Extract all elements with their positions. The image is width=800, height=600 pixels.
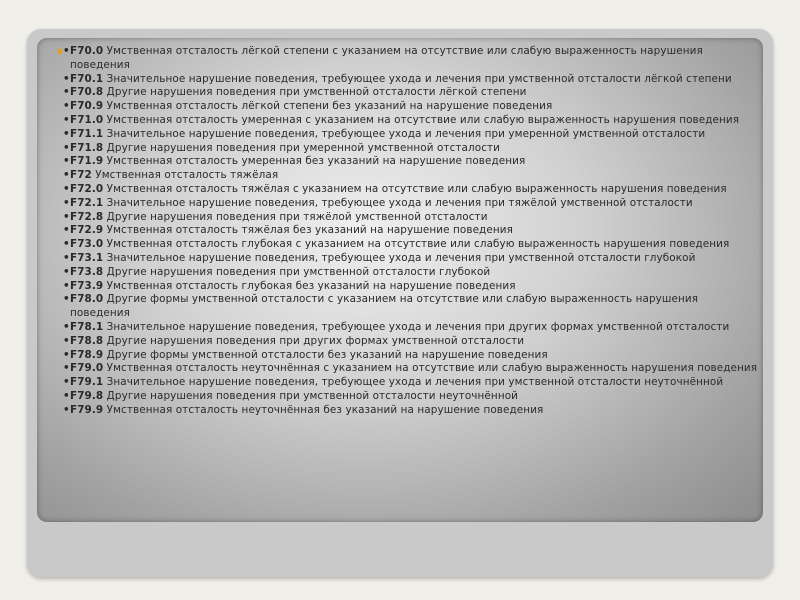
icd-description: Умственная отсталость глубокая без указаний на нарушение поведения <box>103 279 516 292</box>
icd-code: F78.0 <box>70 293 104 306</box>
bullet-icon: • <box>63 127 70 140</box>
icd-description: Другие нарушения поведения при умственной отсталости лёгкой степени <box>103 86 527 99</box>
list-item <box>63 320 760 335</box>
bullet-icon: • <box>63 403 70 416</box>
icd-description: Значительное нарушение поведения, требующее ухода и лечения при других формах умственной отсталости <box>103 320 730 333</box>
bullet-icon: • <box>63 334 70 347</box>
icd-code-list <box>56 45 760 418</box>
list-item <box>63 113 760 128</box>
list-item <box>63 210 760 225</box>
icd-code: F71.9 <box>70 155 104 168</box>
icd-code: F71.1 <box>70 127 104 140</box>
icd-code: F70.0 <box>70 45 104 57</box>
icd-description: Умственная отсталость умеренная без указаний на нарушение поведения <box>103 155 526 168</box>
bullet-icon: • <box>63 45 70 57</box>
list-item <box>63 403 760 418</box>
icd-code: F73.1 <box>70 251 104 264</box>
bullet-icon: • <box>63 210 70 223</box>
icd-code: F73.8 <box>70 265 104 278</box>
list-item <box>63 389 760 404</box>
bullet-icon: • <box>63 72 70 85</box>
icd-code: F72.0 <box>70 182 104 195</box>
list-item <box>63 100 760 114</box>
icd-code: F70.8 <box>70 86 104 99</box>
icd-description: Умственная отсталость лёгкой степени без указаний на нарушение поведения <box>103 100 553 113</box>
icd-code: F72.1 <box>70 196 104 209</box>
bullet-icon: • <box>63 348 70 361</box>
icd-code: F78.9 <box>70 348 104 361</box>
list-item <box>63 86 760 100</box>
icd-description: Умственная отсталость тяжёлая с указанием на отсутствие или слабую выраженность нарушения поведения <box>103 182 727 195</box>
list-item <box>63 362 760 376</box>
bullet-icon: • <box>63 265 70 278</box>
icd-code: F79.0 <box>70 362 104 375</box>
icd-description: Умственная отсталость глубокая с указанием на отсутствие или слабую выраженность нарушения поведения <box>103 238 730 251</box>
bullet-icon: • <box>63 389 70 402</box>
bullet-icon: • <box>63 86 70 99</box>
bullet-icon: • <box>63 279 70 292</box>
icd-code: F72.9 <box>70 224 104 237</box>
icd-description: Умственная отсталость тяжёлая <box>91 169 279 182</box>
bullet-icon: • <box>63 113 70 126</box>
icd-code: F79.8 <box>70 389 104 402</box>
icd-code: F70.1 <box>70 72 104 85</box>
icd-description: Другие нарушения поведения при других формах умственной отсталости <box>103 334 525 347</box>
icd-code: F79.1 <box>70 376 104 389</box>
icd-code: F71.0 <box>70 113 104 126</box>
list-item <box>63 348 760 363</box>
bullet-icon: • <box>63 224 70 237</box>
bullet-icon: • <box>63 251 70 264</box>
icd-code: F79.9 <box>70 403 104 416</box>
list-item <box>63 376 760 390</box>
icd-description: Другие нарушения поведения при тяжёлой умственной отсталости <box>103 210 488 223</box>
list-item <box>63 293 760 321</box>
list-item <box>63 238 760 252</box>
icd-code: F72 <box>70 169 92 182</box>
bullet-icon: • <box>63 141 70 154</box>
icd-description: Умственная отсталость тяжёлая без указаний на нарушение поведения <box>103 224 513 237</box>
bullet-icon: • <box>63 320 70 333</box>
list-item <box>63 251 760 266</box>
icd-code: F78.8 <box>70 334 104 347</box>
list-item <box>63 196 760 211</box>
bullet-icon: • <box>63 196 70 209</box>
list-item <box>63 182 760 197</box>
icd-description: Значительное нарушение поведения, требующее ухода и лечения при тяжёлой умственной отсталости <box>103 196 693 209</box>
bullet-icon: • <box>63 182 70 195</box>
icd-description: Значительное нарушение поведения, требующее ухода и лечения при умственной отсталости глубокой <box>103 251 696 264</box>
icd-description: Умственная отсталость неуточнённая без указаний на нарушение поведения <box>103 403 544 416</box>
icd-description: Другие нарушения поведения при умственной отсталости глубокой <box>103 265 491 278</box>
icd-description: Умственная отсталость умеренная с указанием на отсутствие или слабую выраженность нарушения поведения <box>103 113 740 126</box>
bullet-icon: • <box>63 376 70 389</box>
icd-code: F70.9 <box>70 100 104 113</box>
icd-description: Умственная отсталость неуточнённая с указанием на отсутствие или слабую выраженность нарушения поведения <box>103 362 758 375</box>
list-item <box>63 155 760 169</box>
bullet-icon: • <box>63 293 70 306</box>
list-item <box>63 127 760 142</box>
icd-description: Другие нарушения поведения при умственной отсталости неуточнённой <box>103 389 519 402</box>
list-item <box>63 72 760 87</box>
list-item <box>63 265 760 280</box>
icd-code: F73.9 <box>70 279 104 292</box>
bullet-icon: • <box>63 238 70 251</box>
icd-description: Умственная отсталость лёгкой степени с указанием на отсутствие или слабую выраженность нарушения поведения <box>70 45 703 71</box>
bullet-icon: • <box>63 169 70 182</box>
list-item <box>63 169 760 183</box>
icd-code: F71.8 <box>70 141 104 154</box>
list-item <box>56 45 760 73</box>
list-item <box>63 334 760 349</box>
bullet-marker-icon: ▪ <box>56 45 64 57</box>
list-item <box>63 224 760 238</box>
icd-code: F72.8 <box>70 210 104 223</box>
list-item <box>63 141 760 156</box>
icd-description: Другие формы умственной отсталости без указаний на нарушение поведения <box>103 348 548 361</box>
icd-code: F73.0 <box>70 238 104 251</box>
icd-description: Значительное нарушение поведения, требующее ухода и лечения при умеренной умственной отсталости <box>103 127 706 140</box>
icd-description: Другие нарушения поведения при умеренной умственной отсталости <box>103 141 501 154</box>
bullet-icon: • <box>63 100 70 113</box>
bullet-icon: • <box>63 155 70 168</box>
icd-description: Значительное нарушение поведения, требующее ухода и лечения при умственной отсталости неуточнённой <box>103 376 724 389</box>
icd-description: Значительное нарушение поведения, требующее ухода и лечения при умственной отсталости лёгкой степени <box>103 72 732 85</box>
list-item <box>63 279 760 294</box>
bullet-icon: • <box>63 362 70 375</box>
icd-description: Другие формы умственной отсталости с указанием на отсутствие или слабую выраженность нарушения поведения <box>70 293 699 320</box>
icd-code: F78.1 <box>70 320 104 333</box>
